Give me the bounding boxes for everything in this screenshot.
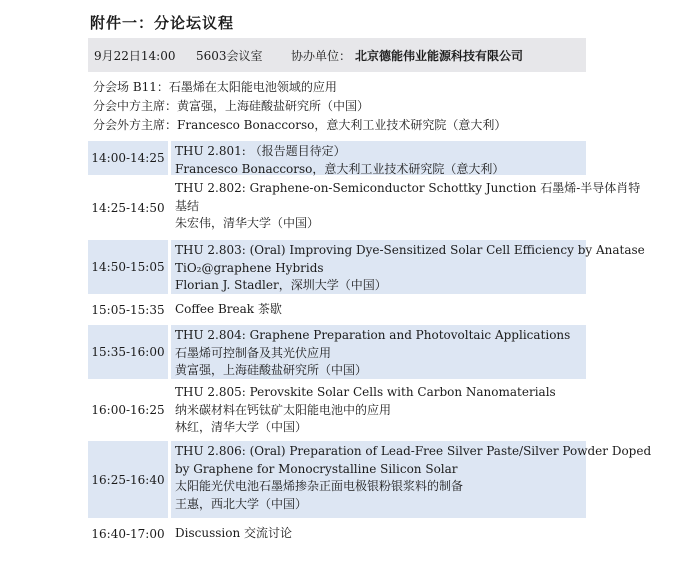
schedule-line: 石墨烯可控制备及其光伏应用: [175, 345, 332, 360]
schedule-time: 16:40-17:00: [88, 521, 171, 546]
session-info-bar: [88, 38, 586, 72]
schedule-content: [171, 297, 586, 322]
schedule-line: 纳米碳材料在钙钛矿太阳能电池中的应用: [175, 402, 392, 417]
schedule-line: 朱宏伟，清华大学（中国）: [175, 216, 320, 230]
schedule-line: Florian J. Stadler，深圳大学（中国）: [175, 278, 387, 292]
schedule-row: [88, 382, 586, 441]
schedule-line: TiO₂@graphene Hybrids: [175, 260, 324, 275]
schedule-line: Coffee Break 茶歇: [175, 301, 282, 316]
schedule-line: 林红，清华大学（中国）: [175, 420, 308, 434]
schedule-time: 14:50-15:05: [88, 240, 171, 294]
schedule-line: THU 2.803: (Oral) Improving Dye-Sensitized Solar Cell Efficiency by Anatase: [175, 243, 645, 257]
schedule-time: 16:00-16:25: [88, 382, 171, 438]
schedule-line: 太阳能光伏电池石墨烯掺杂正面电极银粉银浆料的制备: [175, 479, 464, 493]
schedule-row: [88, 325, 586, 382]
schedule-content: [171, 240, 649, 294]
schedule-content: [171, 521, 586, 546]
page-title: 附件一：分论坛议程: [90, 14, 235, 32]
schedule-content: [171, 141, 586, 175]
schedule-row: [88, 240, 645, 297]
schedule-row: [88, 521, 586, 549]
schedule-line: THU 2.802: Graphene-on-Semiconductor Schottky Junction 石墨烯-半导体肖特: [175, 181, 641, 195]
schedule-content: [171, 441, 655, 518]
foreign-chair: 分会外方主席：Francesco Bonaccorso，意大利工业技术研究院（意大利）: [93, 118, 507, 132]
schedule-line: Discussion 交流讨论: [175, 525, 292, 540]
chinese-chair: 分会中方主席：黄富强，上海硅酸盐研究所（中国）: [93, 99, 370, 113]
schedule-time: 15:35-16:00: [88, 325, 171, 379]
session-venue: 分会场 B11：石墨烯在太阳能电池领域的应用: [93, 80, 337, 94]
session-date: 9月22日14:00: [94, 48, 176, 63]
schedule-line: 黄富强，上海硅酸盐研究所（中国）: [175, 363, 368, 377]
schedule-line: THU 2.805: Perovskite Solar Cells with Carbon Nanomaterials: [175, 385, 556, 399]
schedule-row: [88, 441, 652, 521]
schedule-row: [88, 178, 641, 240]
schedule-row: [88, 297, 586, 325]
co-organizer-name: 北京德能伟业能源科技有限公司: [355, 48, 524, 63]
schedule-row: [88, 141, 586, 178]
schedule-time: 14:00-14:25: [88, 141, 171, 175]
schedule-line: THU 2.806: (Oral) Preparation of Lead-Free Silver Paste/Silver Powder Doped: [175, 444, 652, 458]
schedule-line: THU 2.804: Graphene Preparation and Photovoltaic Applications: [175, 328, 571, 342]
schedule-time: 16:25-16:40: [88, 441, 171, 518]
schedule-line: by Graphene for Monocrystalline Silicon Solar: [175, 461, 458, 476]
schedule-line: 基结: [175, 198, 200, 213]
schedule-content: [171, 325, 586, 379]
schedule-time: 15:05-15:35: [88, 297, 171, 322]
schedule-content: [171, 382, 586, 438]
schedule-line: 王惠，西北大学（中国）: [175, 496, 308, 511]
schedule-time: 14:25-14:50: [88, 178, 171, 237]
schedule-line: THU 2.801: （报告题目待定）: [175, 144, 346, 158]
schedule-table: [88, 141, 652, 549]
co-organizer-label: 协办单位：: [291, 48, 352, 63]
schedule-line: Francesco Bonaccorso，意大利工业技术研究院（意大利）: [175, 161, 505, 176]
session-meta: [93, 78, 506, 135]
schedule-content: [171, 178, 644, 237]
session-room: 5603会议室: [196, 48, 263, 63]
